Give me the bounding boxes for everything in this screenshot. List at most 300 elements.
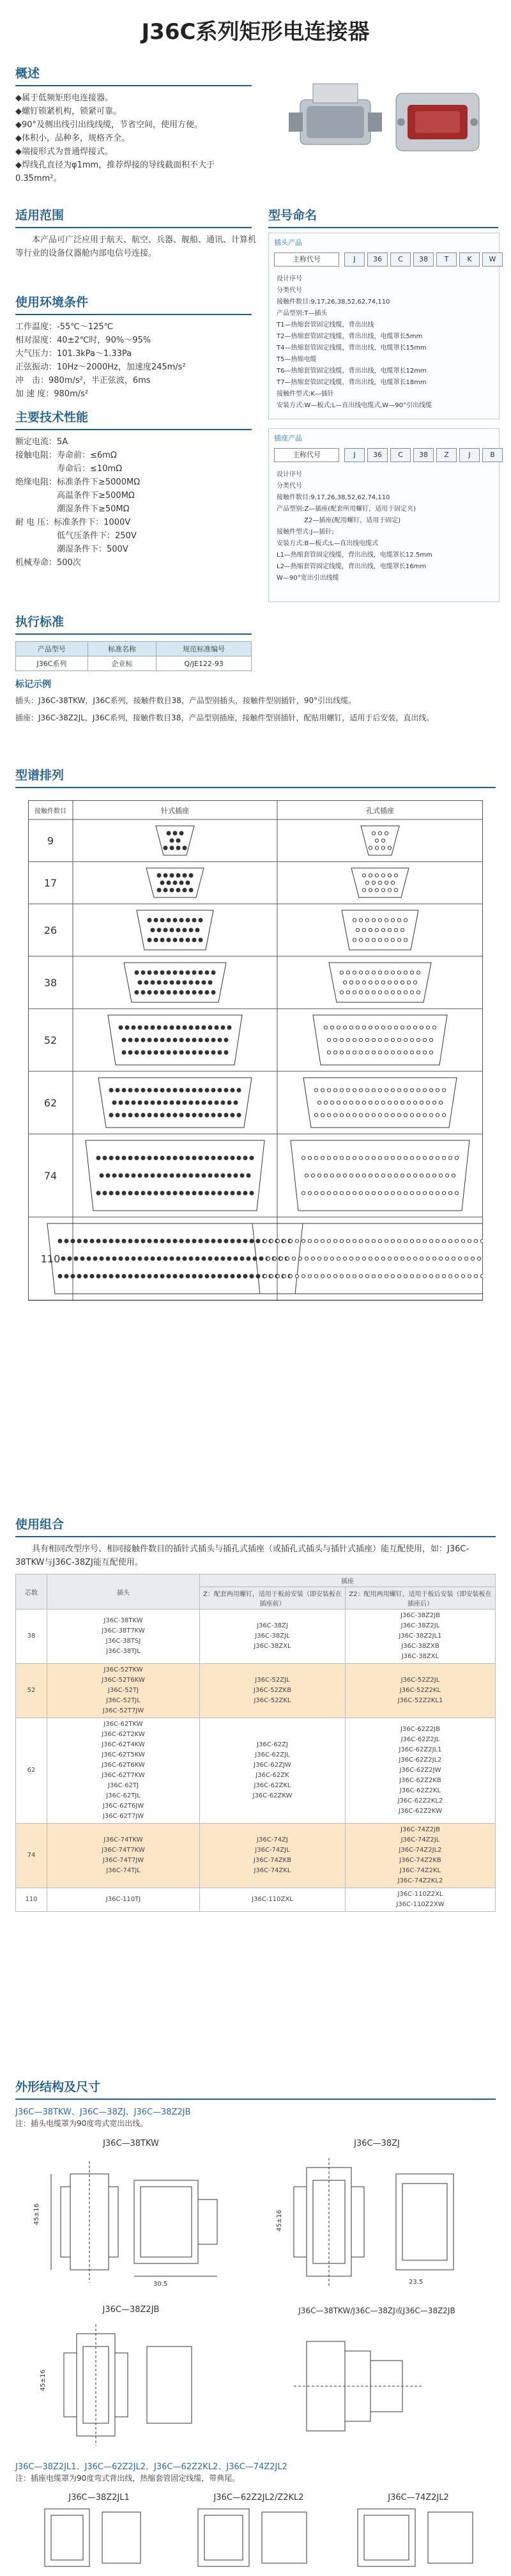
pin-contact bbox=[128, 1038, 132, 1042]
socket-contact bbox=[416, 1113, 420, 1117]
dimensions-models-1[interactable]: J36C—38TKW、J36C—38ZJ、J36C—38Z2JB bbox=[15, 2107, 191, 2117]
combo-header-cores: 芯数 bbox=[16, 1574, 47, 1610]
pin-contact bbox=[211, 1239, 215, 1243]
socket-contact bbox=[416, 1089, 420, 1092]
pin-contact bbox=[65, 1275, 68, 1278]
pin-contact bbox=[144, 981, 148, 984]
environment-row: 大气压力：101.3kPa～1.33Pa bbox=[15, 349, 132, 359]
socket-contact bbox=[397, 971, 400, 974]
socket-contact bbox=[369, 1174, 372, 1177]
socket-contact bbox=[346, 1156, 349, 1160]
socket-contact bbox=[439, 1101, 442, 1104]
pin-contact bbox=[122, 1051, 126, 1055]
socket-code-segment: J bbox=[459, 448, 480, 462]
socket-contact bbox=[359, 1156, 362, 1160]
socket-contact bbox=[362, 888, 365, 892]
socket-contact bbox=[397, 1089, 400, 1092]
socket-naming-row: 接触件型式:J—插针; bbox=[277, 529, 334, 536]
socket-contact bbox=[423, 1275, 426, 1278]
socket-contact bbox=[276, 1239, 279, 1243]
pin-contact bbox=[160, 1038, 164, 1042]
socket-contact bbox=[346, 1038, 349, 1041]
socket-contact bbox=[404, 1156, 407, 1160]
pin-contact bbox=[148, 991, 151, 995]
pin-contact bbox=[199, 1239, 202, 1243]
combo-row bbox=[16, 1888, 496, 1912]
standard-table bbox=[15, 641, 252, 671]
socket-contact bbox=[346, 971, 349, 974]
socket-contact bbox=[474, 1239, 477, 1243]
socket-contact bbox=[448, 1156, 452, 1160]
pin-contact bbox=[183, 1101, 187, 1105]
socket-contact bbox=[375, 1026, 378, 1029]
pin-contact bbox=[151, 1101, 155, 1105]
socket-contact bbox=[468, 1239, 471, 1243]
combo-model: J36C-52TJ bbox=[107, 1687, 139, 1694]
pin-contact bbox=[179, 1156, 183, 1160]
overview-item: ◆体积小，品种多，规格齐全。 bbox=[15, 134, 130, 143]
socket-contact bbox=[365, 1156, 369, 1160]
combo-model: J36C-74Z2KL bbox=[399, 1867, 441, 1874]
pin-contact bbox=[176, 874, 180, 878]
dimensions-models-2[interactable]: J36C—38Z2JL1、J36C—62Z2JL2、J36C—62Z2KL2、J36C—74Z2JL2 bbox=[15, 2462, 287, 2472]
plug-code-segment: C bbox=[390, 252, 411, 267]
pin-contact bbox=[128, 1113, 132, 1117]
combo-model: J36C-38TKW bbox=[103, 1617, 143, 1624]
pin-contact bbox=[116, 1113, 119, 1117]
pin-contact bbox=[160, 1275, 164, 1278]
combo-model: 38 bbox=[27, 1633, 36, 1640]
pin-contact bbox=[186, 1113, 190, 1117]
pin-contact bbox=[112, 1101, 116, 1105]
pin-contact bbox=[160, 919, 164, 922]
pin-contact bbox=[164, 1101, 167, 1105]
socket-contact bbox=[330, 1101, 333, 1104]
pin-contact bbox=[189, 1101, 193, 1105]
socket-contact bbox=[346, 1275, 349, 1278]
socket-contact bbox=[365, 1089, 369, 1092]
overview-item: ◆属于低频矩形电连接器。 bbox=[15, 93, 113, 103]
socket-contact bbox=[378, 832, 381, 835]
drawing-38zj-dim-width: 23.5 bbox=[409, 2279, 423, 2286]
pin-contact bbox=[157, 888, 161, 892]
socket-contact bbox=[423, 1089, 426, 1092]
combo-model: J36C-74Z2JB bbox=[400, 1826, 440, 1833]
socket-contact bbox=[372, 991, 375, 994]
socket-contact bbox=[317, 1174, 321, 1177]
socket-contact bbox=[349, 1174, 353, 1177]
socket-contact bbox=[397, 1275, 400, 1278]
pin-contact bbox=[224, 1038, 228, 1042]
socket-contact bbox=[266, 1257, 270, 1260]
spec-row: 耐 电 压：标准条件下：1000V bbox=[15, 518, 131, 527]
arrangement-count: 110 bbox=[40, 1253, 61, 1265]
pin-contact bbox=[90, 1239, 94, 1243]
socket-contact bbox=[343, 1257, 346, 1260]
pin-contact bbox=[160, 1191, 164, 1195]
pin-contact bbox=[192, 1051, 196, 1055]
socket-contact bbox=[375, 1174, 378, 1177]
pin-contact bbox=[176, 846, 180, 850]
pin-contact bbox=[154, 991, 158, 995]
socket-contact bbox=[369, 1026, 372, 1029]
socket-contact bbox=[349, 1101, 353, 1104]
socket-contact bbox=[365, 971, 369, 974]
drawing-62z2jl2-label: J36C—62Z2JL2/Z2KL2 bbox=[213, 2493, 304, 2502]
socket-contact bbox=[448, 1191, 452, 1195]
drawing-combined bbox=[268, 2305, 485, 2452]
drawing-38zj-label: J36C—38ZJ bbox=[354, 2139, 400, 2148]
socket-contact bbox=[426, 1174, 429, 1177]
pin-contact bbox=[157, 1257, 161, 1261]
environment-list bbox=[15, 320, 258, 401]
socket-code-segment: 36 bbox=[367, 448, 388, 462]
overview-list bbox=[15, 91, 258, 185]
socket-contact bbox=[327, 1191, 330, 1195]
socket-contact bbox=[340, 1239, 343, 1243]
socket-contact bbox=[468, 1275, 471, 1278]
pin-contact bbox=[224, 1156, 228, 1160]
combo-model: J36C-62Z2KL2 bbox=[397, 1797, 443, 1804]
environment-row: 加 速 度：980m/s² bbox=[15, 389, 89, 399]
pin-contact bbox=[192, 1191, 196, 1195]
combo-model: 52 bbox=[27, 1687, 36, 1694]
socket-contact bbox=[359, 1113, 362, 1117]
combo-socket-z2 bbox=[345, 1718, 495, 1824]
socket-contact bbox=[314, 1156, 317, 1160]
socket-contact bbox=[407, 1026, 410, 1029]
socket-contact bbox=[452, 1174, 455, 1177]
socket-contact bbox=[397, 1038, 400, 1041]
socket-contact bbox=[480, 1239, 483, 1243]
pin-contact bbox=[221, 1174, 225, 1177]
combo-model: J36C-52ZKB bbox=[253, 1687, 292, 1694]
pin-contact bbox=[250, 1191, 254, 1195]
pin-contact bbox=[199, 1113, 202, 1117]
socket-contact bbox=[346, 1239, 349, 1243]
pin-contact bbox=[189, 1026, 193, 1030]
socket-contact bbox=[372, 1275, 375, 1278]
combo-model: J36C-62Z2KL bbox=[399, 1787, 441, 1794]
standard-title: 执行标准 bbox=[15, 615, 65, 629]
plug-naming-row: T1—热缩套管固定线缆，背出出线 bbox=[277, 322, 374, 329]
pin-contact bbox=[122, 1038, 126, 1042]
socket-contact bbox=[394, 888, 397, 892]
combo-model: J36C-52T6KW bbox=[102, 1677, 145, 1684]
pin-contact bbox=[215, 1257, 218, 1261]
pin-contact bbox=[186, 1051, 190, 1055]
combo-model: J36C-62Z2KW bbox=[398, 1808, 443, 1815]
socket-contact bbox=[314, 1191, 317, 1195]
example-line-plug: 插头：J36C-38TKW，J36C系列，接触件数目38，产品型别插头，接触件型别插针，90°引出线缆。 bbox=[15, 696, 356, 705]
combo-model: J36C-110ZXL bbox=[252, 1896, 293, 1903]
pin-contact bbox=[211, 1113, 215, 1117]
combo-model: J36C-110TJ bbox=[105, 1896, 141, 1903]
scope-section bbox=[15, 206, 258, 260]
socket-contact bbox=[365, 919, 369, 922]
pin-contact bbox=[199, 938, 202, 942]
socket-contact bbox=[404, 1089, 407, 1092]
pin-contact bbox=[122, 1275, 126, 1278]
socket-contact bbox=[416, 991, 420, 994]
pin-contact bbox=[170, 981, 174, 984]
plug-naming-row: 安装方式:W—板式;L—直出线电缆式,W—90°引出线缆 bbox=[277, 402, 432, 409]
socket-contact bbox=[397, 938, 400, 942]
pin-contact bbox=[205, 1038, 209, 1042]
pin-contact bbox=[164, 928, 167, 932]
pin-contact bbox=[179, 1089, 183, 1092]
socket-contact bbox=[385, 1156, 388, 1160]
socket-contact bbox=[346, 1051, 349, 1054]
combo-plugs bbox=[47, 1664, 200, 1718]
socket-contact bbox=[388, 928, 391, 931]
combo-cores bbox=[16, 1824, 47, 1888]
socket-contact bbox=[381, 846, 385, 850]
standard-header-code: 规范标准编号 bbox=[156, 642, 252, 656]
dimensions-section bbox=[15, 2077, 496, 2130]
pin-contact bbox=[128, 1275, 132, 1278]
pin-contact bbox=[211, 991, 215, 995]
pin-contact bbox=[106, 1174, 110, 1177]
socket-contact bbox=[349, 1257, 353, 1260]
pin-contact bbox=[138, 1026, 142, 1030]
pin-contact bbox=[103, 1239, 107, 1243]
socket-contact bbox=[327, 1275, 330, 1278]
drawing-38zj-svg bbox=[268, 2148, 485, 2295]
pin-contact bbox=[170, 888, 174, 892]
socket-contact bbox=[356, 928, 359, 931]
socket-contact bbox=[404, 1275, 407, 1278]
scope-divider bbox=[15, 227, 252, 228]
plug-code-row bbox=[274, 252, 494, 267]
pin-contact bbox=[116, 1089, 119, 1092]
socket-code-segment: 主称代号 bbox=[274, 448, 339, 462]
pin-contact bbox=[237, 1089, 241, 1092]
drawing-38tkw-label: J36C—38TKW bbox=[103, 2139, 159, 2148]
pin-contact bbox=[243, 1191, 247, 1195]
pin-contact bbox=[218, 1156, 222, 1160]
combo-model: J36C-74ZJL bbox=[255, 1847, 290, 1854]
pin-contact bbox=[192, 991, 196, 995]
socket-naming-row: 安装方式:B—板式;L—直出线电缆式 bbox=[277, 540, 379, 547]
socket-contact bbox=[295, 1239, 298, 1243]
socket-contact bbox=[321, 1191, 324, 1195]
socket-contact bbox=[343, 1026, 346, 1029]
socket-contact bbox=[333, 1239, 337, 1243]
pin-contact bbox=[211, 1038, 215, 1042]
socket-contact bbox=[416, 1239, 420, 1243]
combo-model: J36C-52ZKL bbox=[254, 1697, 291, 1704]
socket-contact bbox=[369, 928, 372, 931]
pin-contact bbox=[167, 1156, 171, 1160]
arrangement-count: 74 bbox=[43, 1170, 57, 1182]
combo-model: J36C-62Z2JW bbox=[399, 1767, 441, 1774]
socket-contact bbox=[372, 1089, 375, 1092]
socket-contact bbox=[391, 971, 394, 974]
pin-contact bbox=[119, 1026, 123, 1030]
pin-contact bbox=[122, 1191, 126, 1195]
drawing-74z2jl2-label: J36C—74Z2JL2 bbox=[388, 2493, 449, 2502]
combo-socket-z2 bbox=[345, 1664, 495, 1718]
socket-contact bbox=[442, 1239, 445, 1243]
pin-contact bbox=[164, 874, 167, 878]
pin-contact bbox=[157, 981, 161, 984]
socket-contact bbox=[369, 874, 372, 877]
socket-contact bbox=[432, 1026, 436, 1029]
socket-naming-row: L2—热缩套管固定线缆，背出出线，电缆罩长16mm bbox=[277, 563, 427, 570]
pin-contact bbox=[189, 928, 193, 932]
pin-contact bbox=[116, 1275, 119, 1278]
socket-contact bbox=[455, 1191, 458, 1195]
pin-contact bbox=[176, 1174, 180, 1177]
pin-contact bbox=[135, 1038, 139, 1042]
combo-socket-z bbox=[200, 1824, 346, 1888]
pin-contact bbox=[224, 1239, 228, 1243]
pin-contact bbox=[160, 938, 164, 942]
pin-contact bbox=[135, 971, 139, 975]
plug-naming-row: T6—热缩套管固定线缆，背出出线，电缆罩长12mm bbox=[277, 368, 427, 375]
standard-cell-name: 企业标 bbox=[88, 656, 156, 671]
arrangement-grid bbox=[28, 800, 483, 1503]
overview-title: 概述 bbox=[15, 66, 40, 81]
socket-contact bbox=[343, 1174, 346, 1177]
socket-contact bbox=[359, 1089, 362, 1092]
plug-naming-row: 产品型别:T—插头 bbox=[277, 310, 328, 317]
socket-contact bbox=[432, 1174, 436, 1177]
socket-contact bbox=[423, 1113, 426, 1117]
socket-contact bbox=[340, 1275, 343, 1278]
pin-contact bbox=[132, 1257, 135, 1261]
pin-contact bbox=[186, 1275, 190, 1278]
pin-contact bbox=[205, 1239, 209, 1243]
pin-contact bbox=[183, 1174, 187, 1177]
pin-contact bbox=[186, 938, 190, 942]
pin-contact bbox=[125, 1257, 129, 1261]
socket-contact bbox=[378, 881, 381, 884]
pin-contact bbox=[109, 1089, 113, 1092]
socket-contact bbox=[416, 1051, 420, 1054]
socket-contact bbox=[394, 1101, 397, 1104]
socket-contact bbox=[448, 1239, 452, 1243]
socket-naming-row: L1—热缩套管固定线缆，背出出线，电缆罩长12.5mm bbox=[277, 552, 432, 559]
socket-contact bbox=[308, 1191, 311, 1195]
pin-contact bbox=[109, 1156, 113, 1160]
socket-contact bbox=[359, 1275, 362, 1278]
socket-contact bbox=[356, 1026, 359, 1029]
drawing-38tkw bbox=[26, 2139, 236, 2299]
pin-contact bbox=[119, 1257, 123, 1261]
socket-contact bbox=[333, 1089, 337, 1092]
standard-divider bbox=[15, 633, 252, 635]
combo-plugs bbox=[47, 1610, 200, 1664]
scope-text: 本产品可广泛应用于航天、航空、兵器、舰船、通讯、计算机等行业的设备仪器舱内部电信号连接。 bbox=[15, 235, 257, 258]
pin-contact bbox=[195, 1174, 199, 1177]
socket-contact bbox=[372, 1191, 375, 1195]
pin-contact bbox=[87, 1257, 91, 1261]
socket-contact bbox=[400, 1257, 404, 1260]
socket-contact bbox=[400, 1101, 404, 1104]
socket-contact bbox=[362, 874, 365, 877]
combo-model: J36C-62T6KW bbox=[102, 1762, 145, 1769]
pin-contact bbox=[176, 1101, 180, 1105]
pin-contact bbox=[103, 1191, 107, 1195]
socket-contact bbox=[404, 1051, 407, 1054]
pin-contact bbox=[173, 1191, 177, 1195]
combo-model: J36C-74Z2KB bbox=[399, 1857, 441, 1864]
socket-contact bbox=[333, 1038, 337, 1041]
pin-contact bbox=[71, 1239, 75, 1243]
pin-contact bbox=[80, 1257, 84, 1261]
plug-code-segment: 主称代号 bbox=[274, 252, 339, 267]
socket-contact bbox=[359, 938, 362, 942]
socket-contact bbox=[391, 1156, 394, 1160]
pin-contact bbox=[167, 1239, 171, 1243]
overview-item: ◆焊线孔直径为φ1mm，推荐焊接的导线截面积不大于0.35mm²。 bbox=[15, 160, 215, 183]
socket-contact bbox=[391, 1275, 394, 1278]
pin-contact bbox=[189, 874, 193, 878]
socket-contact bbox=[314, 1275, 317, 1278]
pin-contact bbox=[183, 981, 187, 984]
combo-socket-z bbox=[200, 1664, 346, 1718]
drawing-combined-label: J36C—38TKW/J36C—38ZJ或J36C—38Z2JB bbox=[298, 2306, 455, 2315]
combo-model: J36C-62ZK bbox=[256, 1772, 289, 1779]
pin-contact bbox=[84, 1239, 88, 1243]
pin-contact bbox=[243, 1156, 247, 1160]
pin-contact bbox=[151, 1174, 155, 1177]
spec-row: 低气压条件下：250V bbox=[15, 531, 137, 541]
pin-contact bbox=[100, 1257, 103, 1261]
pin-contact bbox=[186, 1156, 190, 1160]
socket-contact bbox=[410, 1089, 413, 1092]
combination-text: 具有相同改型序号、相同接触件数目的插针式插头与插孔式插座（或插孔式插头与插针式插座）能互配使用，如：J36C-38TKW与J36C-38ZJ能互配使用。 bbox=[15, 1544, 469, 1567]
pin-contact bbox=[179, 1275, 183, 1278]
pin-contact bbox=[151, 928, 155, 932]
socket-contact bbox=[314, 1239, 317, 1243]
pin-contact bbox=[247, 1257, 250, 1261]
socket-contact bbox=[442, 1275, 445, 1278]
socket-contact bbox=[330, 1257, 333, 1260]
standard-cell-code: Q/JE122-93 bbox=[156, 656, 252, 671]
spec-row: 接触电阻：寿命前：≤6mΩ bbox=[15, 451, 117, 460]
socket-contact bbox=[426, 1026, 429, 1029]
pin-contact bbox=[148, 1038, 151, 1042]
pin-contact bbox=[218, 1191, 222, 1195]
socket-contact bbox=[362, 981, 365, 984]
pin-contact bbox=[195, 928, 199, 932]
socket-code-segment: 38 bbox=[413, 448, 434, 462]
socket-contact bbox=[340, 1038, 343, 1041]
pin-contact bbox=[211, 1191, 215, 1195]
socket-contact bbox=[305, 1174, 308, 1177]
combo-plugs bbox=[47, 1718, 200, 1824]
pin-contact bbox=[227, 1257, 231, 1261]
combo-cores bbox=[16, 1610, 47, 1664]
combo-model: J36C-52T7JW bbox=[102, 1707, 144, 1714]
pin-contact bbox=[218, 1113, 222, 1117]
pin-contact bbox=[170, 1174, 174, 1177]
pin-contact bbox=[170, 839, 174, 842]
pin-contact bbox=[116, 1156, 119, 1160]
socket-contact bbox=[378, 991, 381, 994]
pin-contact bbox=[221, 1257, 225, 1261]
socket-contact bbox=[327, 1113, 330, 1117]
pin-contact bbox=[170, 1257, 174, 1261]
combo-row bbox=[16, 1610, 496, 1664]
socket-contact bbox=[343, 1101, 346, 1104]
drawing-combined-svg bbox=[268, 2316, 485, 2450]
pin-contact bbox=[135, 1051, 139, 1055]
combo-model: J36C-62TJL bbox=[106, 1792, 141, 1799]
